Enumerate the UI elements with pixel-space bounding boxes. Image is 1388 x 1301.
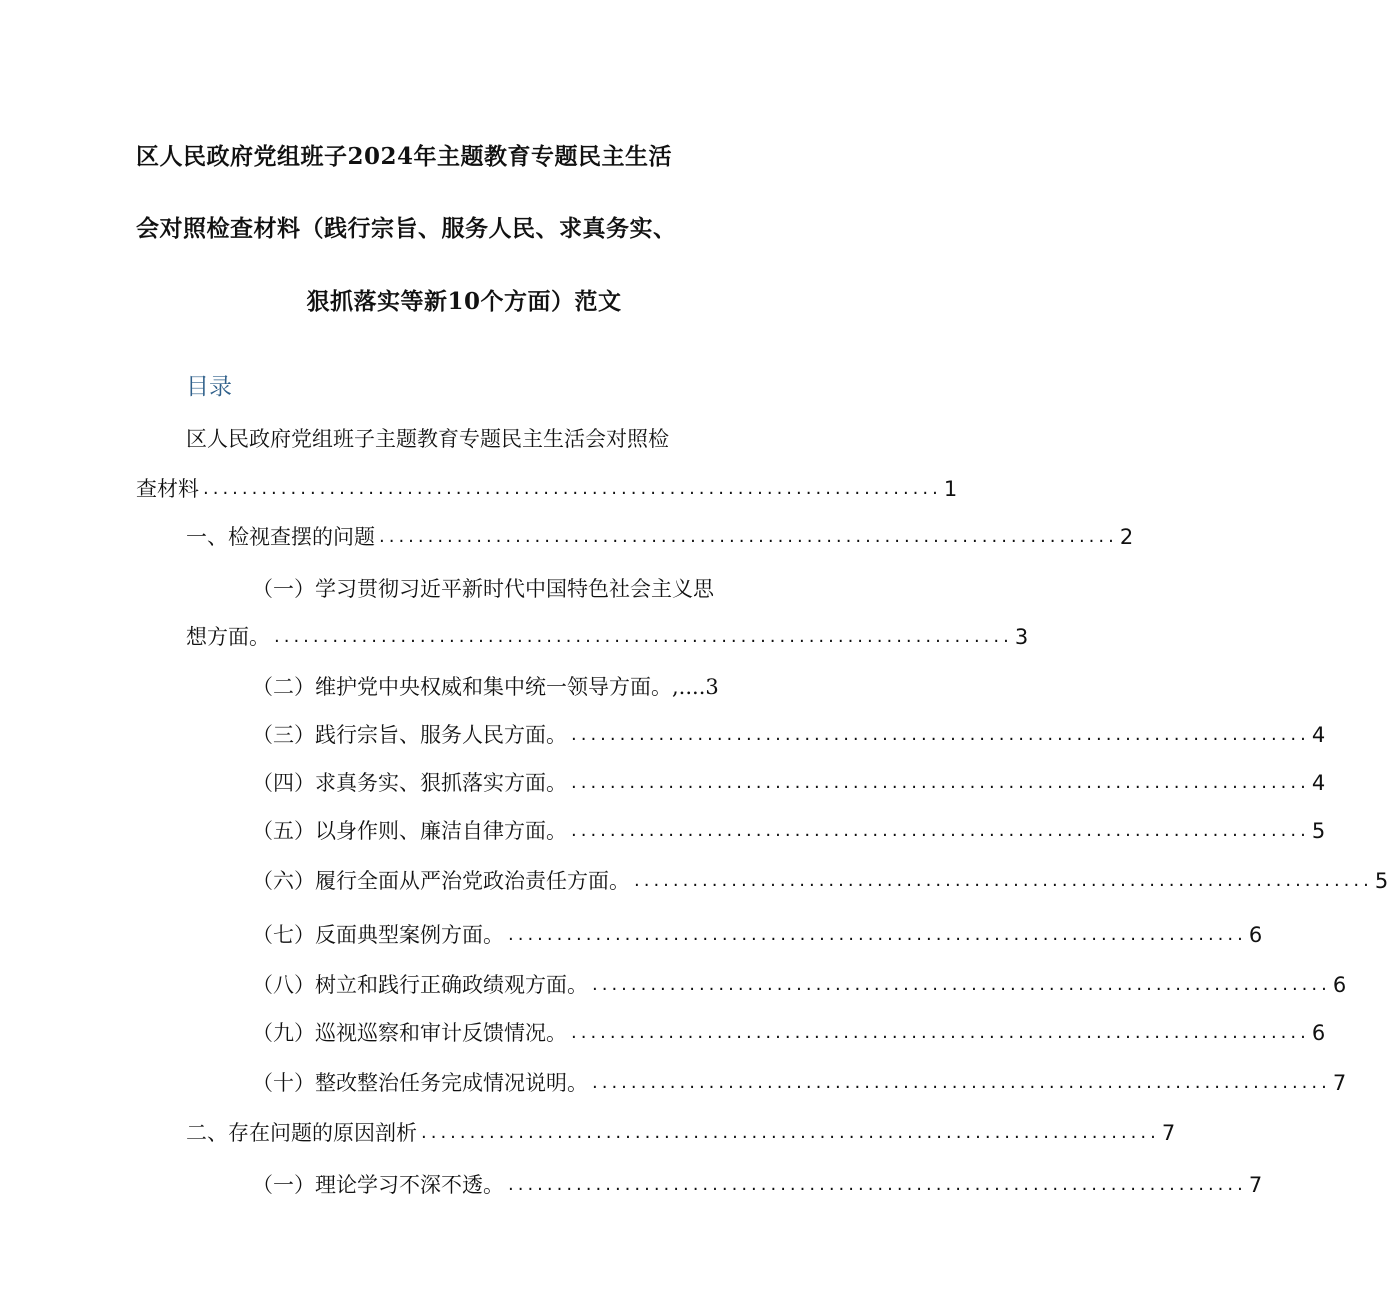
toc-page-number: 7 — [1161, 1121, 1176, 1145]
toc-leader-dots: ............................................................................ — [592, 974, 1331, 995]
toc-entry-item-3[interactable] — [252, 720, 1326, 750]
toc-entry-label: （三）践行宗旨、服务人民方面。 — [252, 723, 567, 747]
toc-entry-item-5[interactable] — [252, 816, 1326, 846]
document-title-line-1: 区人民政府党组班子2024年主题教育专题民主生活 — [136, 143, 673, 170]
toc-leader-dots: ............................................................................ — [379, 526, 1118, 547]
toc-page-number: 7 — [1248, 1173, 1263, 1197]
toc-leader-dots: ............................................................................ — [571, 772, 1310, 793]
toc-heading: 目录 — [186, 374, 232, 400]
toc-entry-item-10[interactable] — [252, 1068, 1347, 1098]
toc-entry-label: （五）以身作则、廉洁自律方面。 — [252, 819, 567, 843]
toc-entry-section-1[interactable] — [186, 522, 1134, 552]
toc-entry-item-4[interactable] — [252, 768, 1326, 798]
toc-entry-label: （一）理论学习不深不透。 — [252, 1173, 504, 1197]
toc-page-number: 5 — [1311, 819, 1326, 843]
toc-entry-label: （四）求真务实、狠抓落实方面。 — [252, 771, 567, 795]
document-title-line-2: 会对照检查材料（践行宗旨、服务人民、求真务实、 — [136, 215, 677, 242]
document-title-line-3: 狠抓落实等新10个方面）范文 — [306, 288, 622, 315]
toc-entry-main[interactable] — [136, 474, 958, 504]
toc-leader-dots: ............................................................................ — [421, 1122, 1160, 1143]
toc-page-number: 4 — [1311, 771, 1326, 795]
toc-entry-label: （六）履行全面从严治党政治责任方面。 — [252, 869, 630, 893]
toc-page-number: 1 — [943, 477, 958, 501]
toc-leader-dots: ............................................................................ — [571, 820, 1310, 841]
toc-page-number: 6 — [1311, 1021, 1326, 1045]
toc-leader-dots: ............................................................................ — [634, 870, 1373, 891]
toc-entry-item-8[interactable] — [252, 970, 1347, 1000]
toc-leader-dots: ............................................................................ — [571, 724, 1310, 745]
toc-entry-label: 二、存在问题的原因剖析 — [186, 1121, 417, 1145]
toc-page-number: 3 — [1014, 625, 1029, 649]
toc-page-number: 6 — [1248, 923, 1263, 947]
toc-entry-section-2-item-1[interactable] — [252, 1170, 1263, 1200]
toc-leader-dots: ............................................................................ — [274, 626, 1013, 647]
toc-entry-label: 想方面。 — [186, 625, 270, 649]
toc-entry-label: （八）树立和践行正确政绩观方面。 — [252, 973, 588, 997]
toc-entry-label: 查材料 — [136, 477, 199, 501]
toc-entry-label: （九）巡视巡察和审计反馈情况。 — [252, 1021, 567, 1045]
toc-page-number: 6 — [1332, 973, 1347, 997]
toc-entry-label: 一、检视查摆的问题 — [186, 525, 375, 549]
toc-page-number: 4 — [1311, 723, 1326, 747]
toc-entry-item-1[interactable] — [186, 622, 1029, 652]
toc-leader-dots: ............................................................................ — [508, 1174, 1247, 1195]
toc-entry-main-line1: 区人民政府党组班子主题教育专题民主生活会对照检 — [186, 427, 669, 451]
toc-entry-item-7[interactable] — [252, 920, 1263, 950]
toc-entry-item-6[interactable] — [252, 866, 1388, 896]
toc-entry-section-2[interactable] — [186, 1118, 1176, 1148]
toc-leader-dots: ............................................................................ — [592, 1072, 1331, 1093]
toc-entry-label: （七）反面典型案例方面。 — [252, 923, 504, 947]
toc-entry-item-9[interactable] — [252, 1018, 1326, 1048]
toc-page-number: 5 — [1374, 869, 1388, 893]
toc-leader-dots: ............................................................................ — [571, 1022, 1310, 1043]
toc-page-number: 2 — [1119, 525, 1134, 549]
toc-leader-dots: ............................................................................ — [508, 924, 1247, 945]
toc-page-number: 7 — [1332, 1071, 1347, 1095]
toc-entry-label: （十）整改整治任务完成情况说明。 — [252, 1071, 588, 1095]
toc-entry-item-2[interactable]: （二）维护党中央权威和集中统一领导方面。,....3 — [252, 675, 719, 699]
toc-leader-dots: ............................................................................ — [203, 478, 942, 499]
toc-entry-item-1-line1: （一）学习贯彻习近平新时代中国特色社会主义思 — [252, 577, 714, 601]
